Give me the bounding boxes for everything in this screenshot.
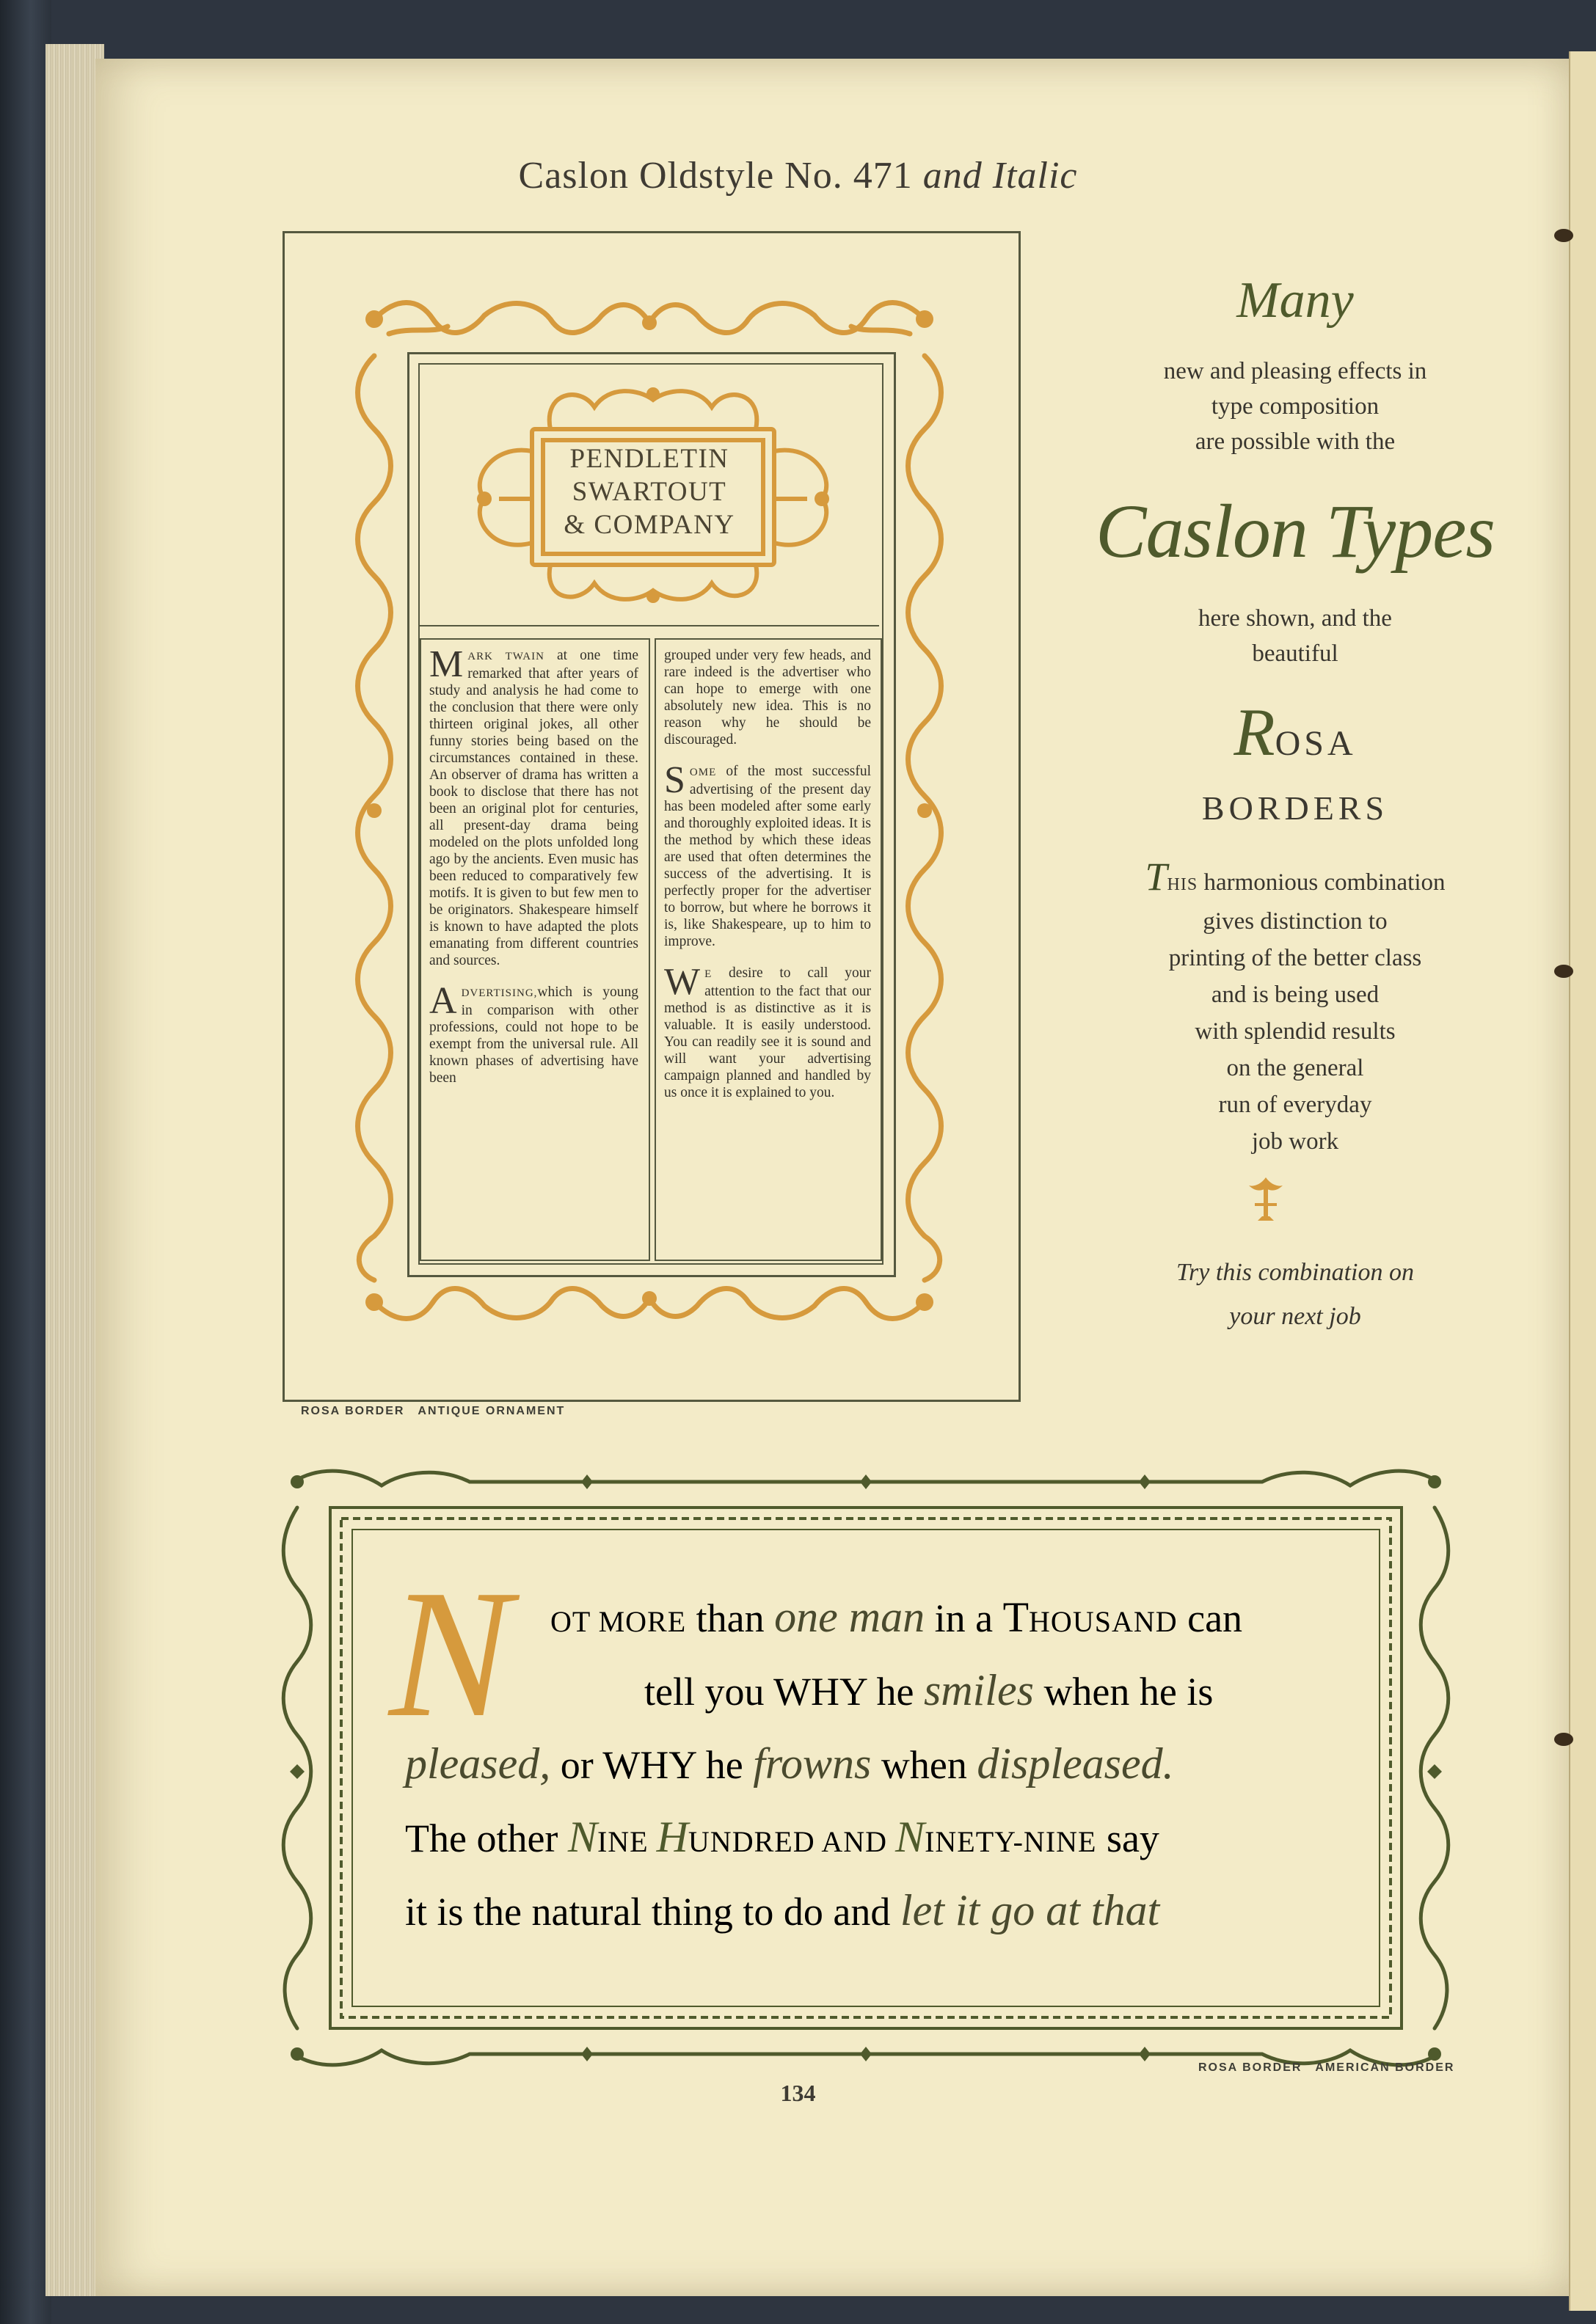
paragraph xyxy=(429,980,638,1086)
try-this xyxy=(1035,1251,1556,1339)
quote-line xyxy=(405,1739,1174,1789)
promo-line: run of everyday xyxy=(1218,1092,1372,1118)
quote-text: tell you WHY he xyxy=(644,1670,924,1714)
quote-text: say xyxy=(1096,1816,1159,1860)
quote-initial: N xyxy=(389,1552,511,1755)
paragraph xyxy=(429,643,639,969)
panel-caption xyxy=(301,1405,578,1418)
running-head-text: Caslon Oldstyle No. 471 xyxy=(518,155,913,197)
quote-smallcaps: INETY-NINE xyxy=(925,1825,1097,1858)
small-caps: ARK TWAIN xyxy=(467,651,544,662)
caslon-types-title: Caslon Types xyxy=(1096,489,1495,574)
drop-cap: W xyxy=(664,961,701,1003)
binding-hole xyxy=(1554,229,1573,242)
rosa-title xyxy=(1035,693,1556,771)
quote-line xyxy=(405,1885,1159,1936)
binding-hole xyxy=(1554,965,1573,978)
try-line: Try this combination on xyxy=(1176,1259,1414,1286)
quote-smallcaps: HOUSAND xyxy=(1029,1605,1178,1638)
caption-part: ROSA BORDER xyxy=(1198,2061,1302,2074)
company-name xyxy=(539,442,759,541)
quote-text: when he is xyxy=(1033,1670,1214,1714)
paragraph-text: of the most successful advertising of the present day has been modeled after some early and thoroughly exploited ideas. It is the method by which these ideas are used that often determines the success of the advertising. It is perfectly proper for the advertiser to borrow, but where he borrows it is, like Shakespeare, up to him to improve. xyxy=(664,764,871,949)
palm-ornament-icon xyxy=(1247,1174,1284,1225)
harm-first: harmonious combination xyxy=(1198,869,1446,896)
rosa-initial: R xyxy=(1234,695,1275,770)
quote-line xyxy=(405,1812,1159,1863)
binding-hole xyxy=(1554,1733,1573,1746)
page-number: 134 xyxy=(780,2080,816,2106)
small-caps: DVERTISING, xyxy=(461,987,538,999)
caption-part: ROSA BORDER xyxy=(301,1405,405,1417)
borders-title: BORDERS xyxy=(1201,789,1389,827)
company-line: & COMPANY xyxy=(564,510,735,540)
quote-italic: frowns xyxy=(753,1739,872,1788)
quote-smallcaps: OT MORE xyxy=(550,1605,687,1638)
quote-flourish-cap: N xyxy=(567,1813,597,1861)
harm-smallcaps: HIS xyxy=(1167,875,1198,894)
promo-paragraph xyxy=(1035,855,1556,1160)
promo-line: and is being used xyxy=(1211,982,1380,1008)
rosa-rest: OSA xyxy=(1275,724,1357,763)
quote-text: than xyxy=(686,1596,775,1640)
quote-smallcaps: INE xyxy=(597,1825,657,1858)
quote-smallcaps: UNDRED AND xyxy=(688,1825,896,1858)
next-page-edge xyxy=(1569,51,1596,2311)
quote-text: in a xyxy=(925,1596,1003,1640)
quote-text: it is the natural thing to do and xyxy=(405,1890,900,1934)
drop-cap: A xyxy=(429,980,457,1022)
caption-part: ANTIQUE ORNAMENT xyxy=(418,1405,566,1417)
running-head-italic: and Italic xyxy=(922,155,1078,197)
quote-text: The other xyxy=(405,1816,568,1860)
quote-cap: T xyxy=(1002,1593,1030,1641)
promo-line: job work xyxy=(1251,1128,1339,1155)
promo-line xyxy=(1035,855,1556,903)
paragraph-text: grouped under very few heads, and rare indeed is the advertiser who can hope to emerge with one absolutely new idea. This is no reason why he should be discouraged. xyxy=(664,648,871,748)
small-caps: E xyxy=(704,968,713,980)
drop-cap: S xyxy=(664,759,685,801)
paragraph-text: at one time remarked that after years of study and analysis he had come to the conclusion that there were only thirteen original jokes, all other funny stories being based on the circumstances contained in these. An observer of drama has written a book to disclose that there has not been an original plot for centuries, all present-day drama being modeled on the plots unfolded long ago by the ancients. Even music has been reduced to comparatively few motifs. It is given to but few men to be originators. Shakespeare himself is known to have adapted the plots emanating from different countries and sources. xyxy=(429,648,639,968)
quote-italic: let it go at that xyxy=(900,1886,1160,1934)
promo-many: Many xyxy=(1236,272,1354,329)
harm-initial: T xyxy=(1145,855,1167,899)
text-column-right xyxy=(664,647,871,1116)
promo-line: here shown, and the xyxy=(1198,605,1392,632)
caption-part: AMERICAN BORDER xyxy=(1315,2061,1455,2074)
quote-italic: pleased, xyxy=(405,1739,551,1788)
paragraph xyxy=(664,647,871,748)
paragraph-text: desire to call your attention to the fact that our method is as distinctive as it is valuable. It is easily understood. You can readily see it is sound and will want your advertising campaign planned and handled by us once it is explained to you. xyxy=(664,965,871,1100)
paragraph xyxy=(664,759,871,950)
quote-text: can xyxy=(1177,1596,1243,1640)
promo-line: on the general xyxy=(1226,1055,1364,1081)
promo-line: gives distinction to xyxy=(1203,908,1388,935)
promo-line: beautiful xyxy=(1252,640,1338,667)
quote-text: or WHY he xyxy=(550,1743,754,1787)
quote-flourish-cap: H xyxy=(656,1813,688,1861)
quote-line xyxy=(644,1665,1213,1716)
drop-cap: M xyxy=(429,643,464,685)
bottom-caption xyxy=(1185,2061,1454,2075)
company-line: SWARTOUT xyxy=(572,477,727,507)
quote-flourish-cap: N xyxy=(895,1813,925,1861)
book-binding xyxy=(0,0,51,2324)
quote-text: when xyxy=(871,1743,977,1787)
quote-line xyxy=(550,1592,1242,1642)
text-column-left xyxy=(429,643,639,1101)
company-line: PENDLETIN xyxy=(569,444,729,474)
quote-italic: smiles xyxy=(923,1666,1034,1714)
running-head xyxy=(0,154,1596,197)
paragraph-text: which is young in comparison with other professions, could not hope to be exempt from the universal rule. All known phases of advertising have been xyxy=(429,984,638,1086)
promo-line: new and pleasing effects in xyxy=(1163,358,1427,384)
promo-line: are possible with the xyxy=(1195,428,1396,455)
promo-line: printing of the better class xyxy=(1168,945,1422,971)
try-line: your next job xyxy=(1229,1303,1361,1330)
paragraph xyxy=(664,961,871,1101)
quote-italic: one man xyxy=(774,1593,925,1641)
promo-line: with splendid results xyxy=(1195,1018,1396,1045)
promo-line: type composition xyxy=(1211,393,1380,420)
small-caps: OME xyxy=(689,767,717,778)
quote-italic: displeased. xyxy=(977,1739,1174,1788)
